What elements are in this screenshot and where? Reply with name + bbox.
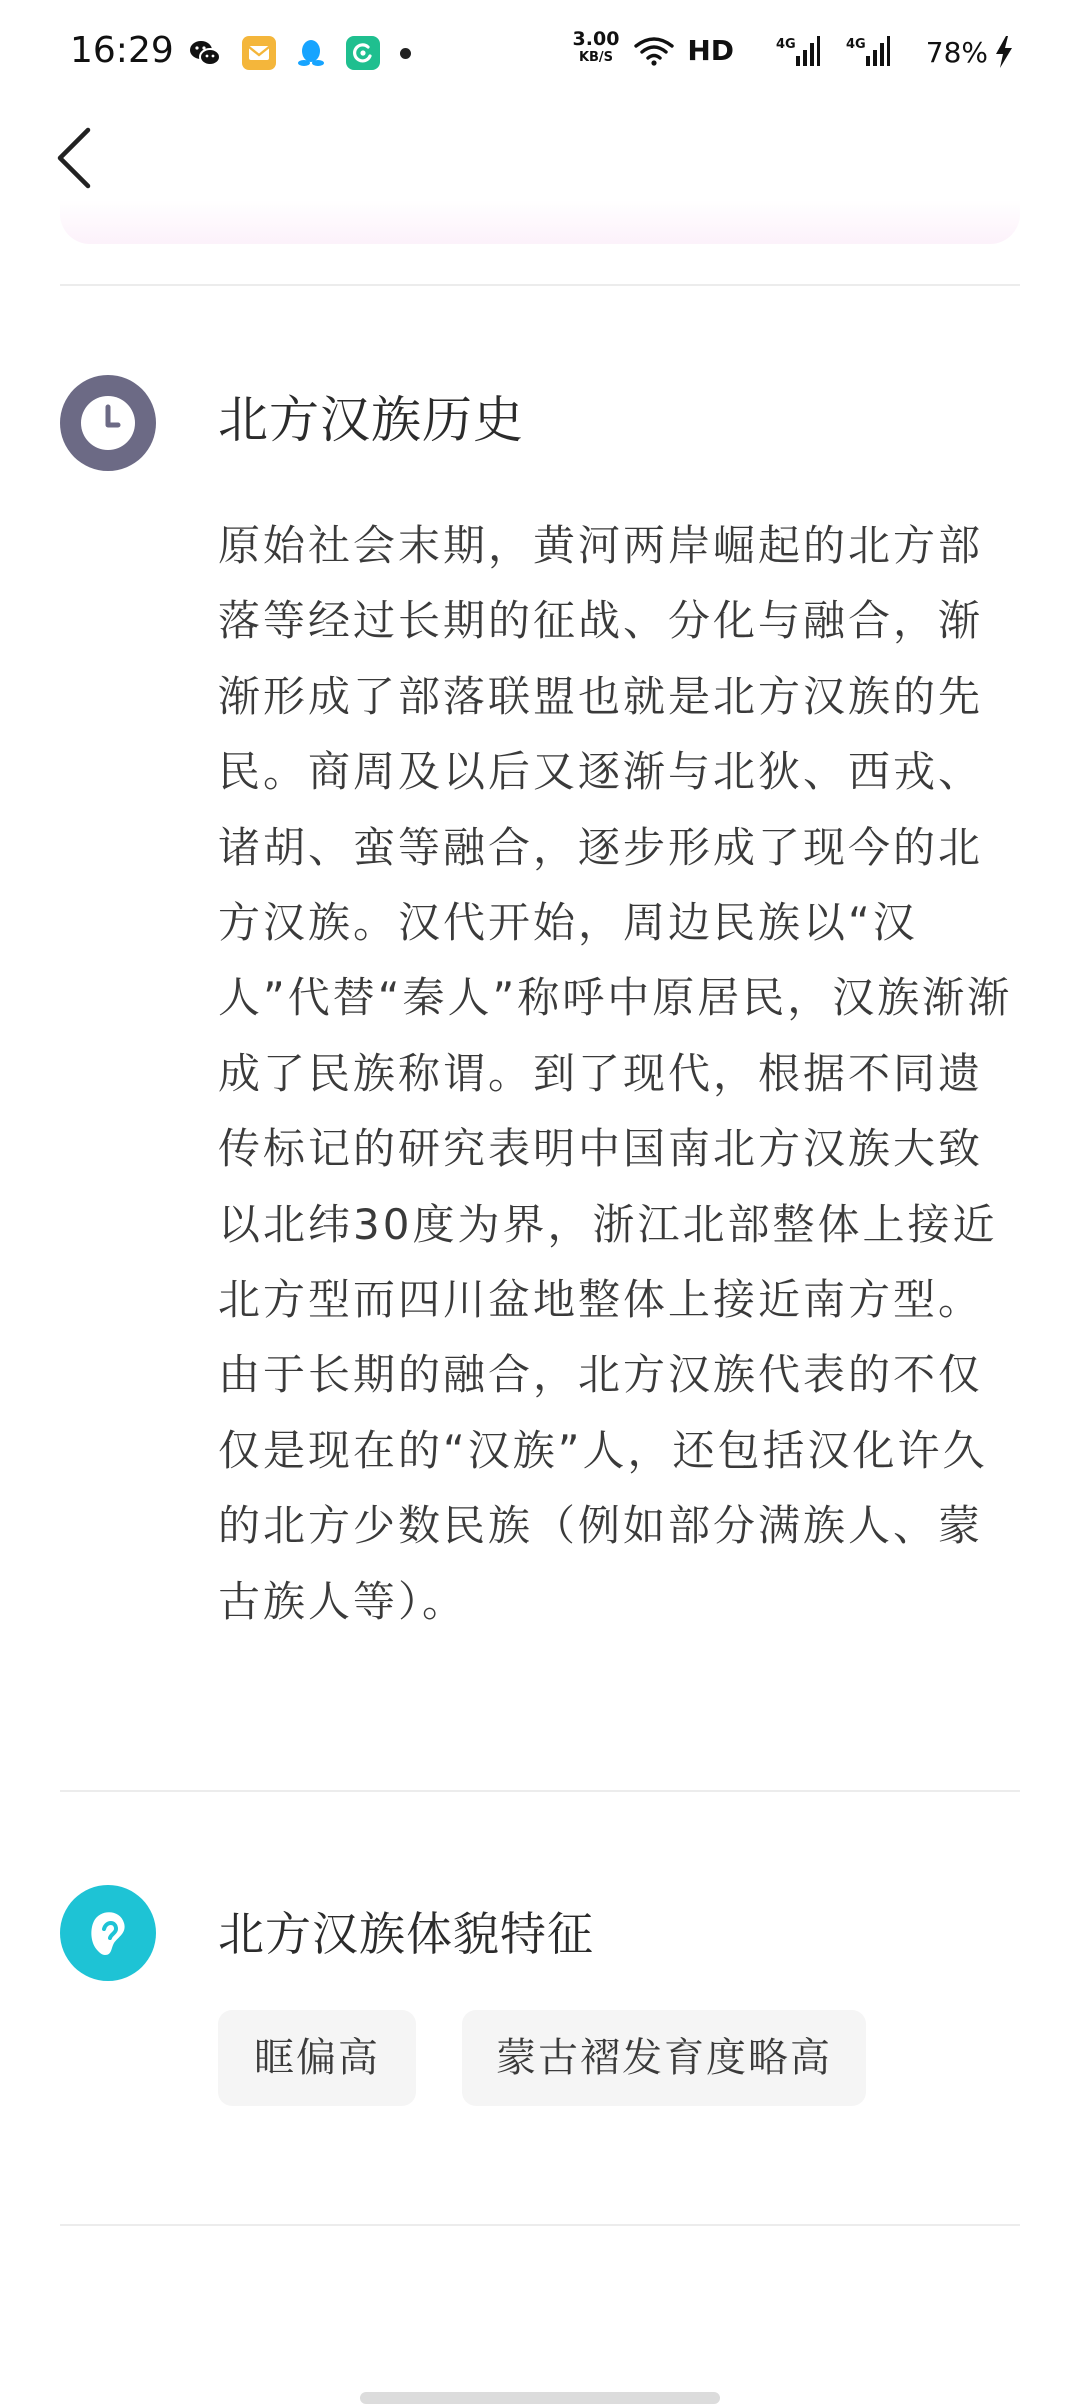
app-notification-icon (346, 36, 380, 70)
network-speed-value: 3.00 (572, 28, 620, 50)
trait-tag[interactable]: 眶偏高 (218, 2010, 416, 2106)
ear-icon (60, 1885, 156, 1981)
wifi-icon (634, 36, 674, 66)
previous-card-edge (60, 200, 1020, 244)
signal-4g-icon (776, 34, 820, 68)
network-speed-unit: KB/S (578, 50, 614, 65)
svg-text:4G: 4G (776, 37, 796, 52)
clock-icon (60, 375, 156, 471)
wechat-icon (188, 36, 222, 70)
divider (60, 1790, 1020, 1792)
mail-icon (242, 36, 276, 70)
divider (60, 284, 1020, 286)
network-speed (570, 30, 622, 64)
section-description: 原始社会末期，黄河两岸崛起的北方部落等经过长期的征战、分化与融合，渐渐形成了部落联盟也就是北方汉族的先民。商周及以后又逐渐与北狄、西戎、诸胡、蛮等融合，逐步形成了现今的北方汉族。汉代开始，周边民族以“汉人”代替“秦人”称呼中原居民，汉族渐渐成了民族称谓。到了现代，根据不同遗传标记的研究表明中国南北方汉族大致以北纬30度为界，浙江北部整体上接近北方型而四川盆地整体上接近南方型。由于长期的融合，北方汉族代表的不仅仅是现在的“汉族”人，还包括汉化许久的北方少数民族（例如部分满族人、蒙古族人等）。 (218, 521, 1013, 1626)
battery-percent: 78% (925, 36, 988, 69)
status-bar (0, 0, 1080, 110)
section-title: 北方汉族历史 (218, 391, 524, 449)
qq-icon (294, 36, 328, 70)
divider (60, 2224, 1020, 2226)
svg-text:4G: 4G (846, 37, 866, 52)
charging-bolt-icon (994, 36, 1014, 68)
status-time: 16:29 (70, 30, 174, 71)
more-notifications-dot (400, 48, 411, 59)
back-button[interactable] (48, 120, 108, 196)
chevron-left-icon (48, 120, 108, 196)
home-indicator[interactable] (360, 2392, 720, 2404)
section-title: 北方汉族体貌特征 (218, 1907, 594, 1961)
signal-4g-icon (846, 34, 890, 68)
trait-tag[interactable]: 蒙古褶发育度略高 (462, 2010, 866, 2106)
hd-voice-indicator: HD (687, 34, 734, 67)
